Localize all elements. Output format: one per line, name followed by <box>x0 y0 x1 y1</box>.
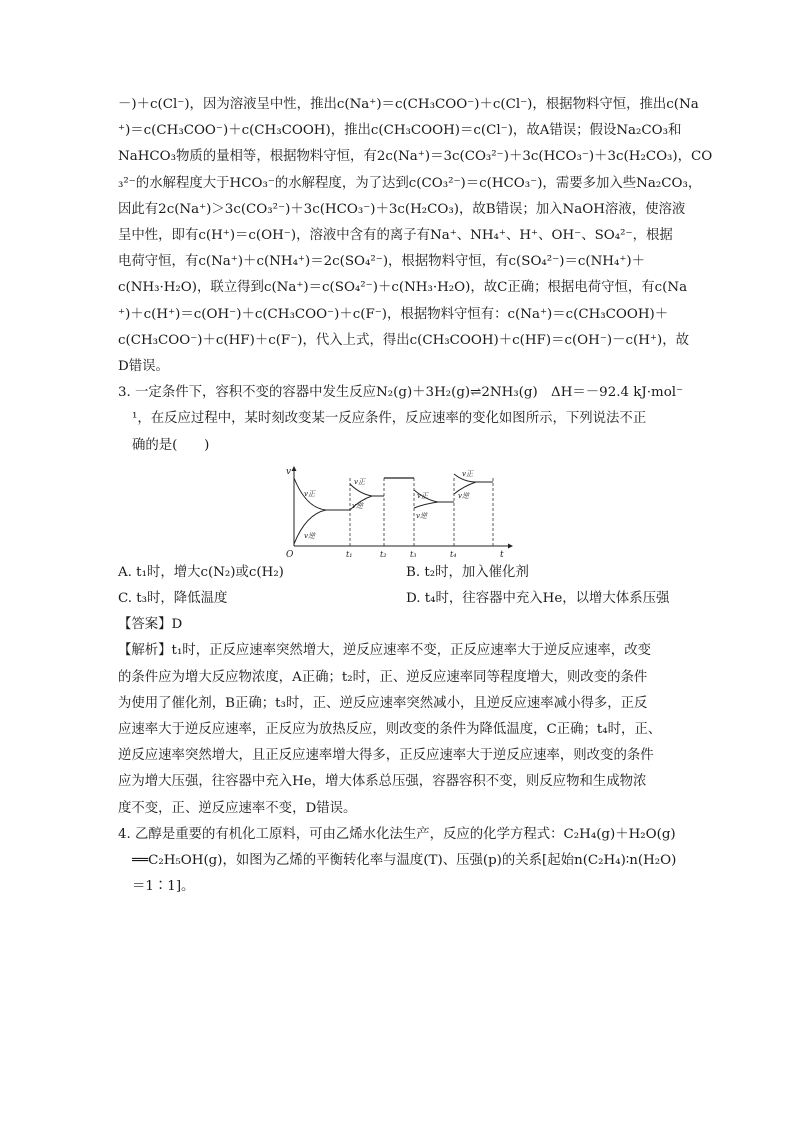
text-line: 因此有2c(Na⁺)＞3c(CO₃²⁻)＋3c(HCO₃⁻)＋3c(H₂CO₃)，故B错误；加入NaOH溶液，使溶液 <box>118 201 686 217</box>
tick-label-t2: t₂ <box>380 549 387 558</box>
question-3-stem: 3. 一定条件下，容积不变的容器中发生反应N₂(g)＋3H₂(g)⇌2NH₃(g) ΔH＝－92.4 kJ·mol⁻ <box>118 385 684 401</box>
text-line: ⁺)＝c(CH₃COO⁻)＋c(CH₃COOH)，推出c(CH₃COOH)＝c(Cl⁻)，故A错误；假设Na₂CO₃和 <box>118 123 682 139</box>
analysis-line: 应为增大压强，往容器中充入He，增大体系总压强，容器容积不变，则反应物和生成物浓 <box>118 774 647 790</box>
reverse-rate-label: v逆 <box>352 501 363 510</box>
rate-time-graph <box>118 464 678 560</box>
text-line: 电荷守恒，有c(Na⁺)＋c(NH₄⁺)＝2c(SO₄²⁻)，根据物料守恒，有c(SO₄²⁻)＝c(NH₄⁺)＋ <box>118 254 646 270</box>
reverse-rate-curve <box>414 502 438 508</box>
question-4-stem: ══C₂H₅OH(g)，如图为乙烯的平衡转化率与温度(T)、压强(p)的关系[起始n(C₂H₄)∶n(H₂O) <box>132 853 677 869</box>
tick-label-t1: t₁ <box>346 549 353 558</box>
question-3 <box>118 380 684 822</box>
analysis-line: 度不变，正、逆反应速率不变，D错误。 <box>118 800 357 816</box>
forward-rate-label: v正 <box>354 477 365 486</box>
reverse-rate-label: v逆 <box>458 491 469 500</box>
analysis-line: 逆反应速率突然增大，且正反应速率增大得多，正反应速率大于逆反应速率，则改变的条件 <box>118 748 654 764</box>
analysis-line: 为使用了催化剂，B正确；t₃时，正、逆反应速率突然减小，且逆反应速率减小得多，正反 <box>118 695 648 711</box>
question-3-stem: ¹，在反应过程中，某时刻改变某一反应条件，反应速率的变化如图所示，下列说法不正 <box>132 411 647 427</box>
text-line: c(CH₃COO⁻)＋c(HF)＋c(F⁻)，代入上式，得出c(CH₃COOH)＋c(HF)＝c(OH⁻)－c(H⁺)，故 <box>118 332 689 348</box>
rate-time-graph-svg <box>286 464 514 558</box>
text-line: D错误。 <box>118 359 169 375</box>
forward-rate-label: v正 <box>462 469 473 478</box>
question-3-stem: 确的是( ) <box>132 437 210 453</box>
options-row-2 <box>118 586 678 612</box>
options-row-1 <box>118 560 678 586</box>
option-c: C. t₃时，降低温度 <box>118 591 228 607</box>
question-4-stem: 4. 乙醇是重要的有机化工原料，可由乙烯水化法生产，反应的化学方程式：C₂H₄(g)＋H₂O(g) <box>118 826 676 842</box>
tick-label-t4: t₄ <box>450 549 457 558</box>
option-a: A. t₁时，增大c(N₂)或c(H₂) <box>118 564 284 580</box>
reverse-rate-label: v逆 <box>304 531 315 540</box>
analysis-line: 【解析】t₁时，正反应速率突然增大，逆反应速率不变，正反应速率大于逆反应速率，改变 <box>118 643 651 659</box>
option-b: B. t₂时，加入催化剂 <box>406 564 529 580</box>
text-line: 呈中性，即有c(H⁺)＝c(OH⁻)，溶液中含有的离子有Na⁺、NH₄⁺、H⁺、OH⁻、SO₄²⁻，根据 <box>118 228 673 244</box>
forward-rate-curve <box>454 474 493 482</box>
question-4-stem: ＝1∶1]。 <box>132 879 195 895</box>
forward-rate-label: v正 <box>304 489 315 498</box>
analysis-line: 应速率大于逆反应速率，正反应为放热反应，则改变的条件为降低温度，C正确；t₄时，正、 <box>118 722 662 738</box>
document-content <box>118 92 713 900</box>
x-axis-label: t <box>500 549 504 558</box>
previous-solution-paragraph <box>118 92 713 380</box>
origin-label: O <box>286 549 294 558</box>
forward-rate-curve <box>294 478 350 510</box>
reverse-rate-label: v逆 <box>416 511 427 520</box>
text-line: ⁺)＋c(H⁺)＝c(OH⁻)＋c(CH₃COO⁻)＋c(F⁻)，根据物料守恒有：c(Na⁺)＝c(CH₃COOH)＋ <box>118 306 669 322</box>
forward-rate-label: v正 <box>417 491 428 500</box>
text-line: ₃²⁻的水解程度大于HCO₃⁻的水解程度，为了达到c(CO₃²⁻)＝c(HCO₃⁻)，需要多加入些Na₂CO₃， <box>118 175 702 191</box>
x-axis-arrow <box>508 543 513 548</box>
tick-label-t3: t₃ <box>410 549 417 558</box>
question-4 <box>118 822 678 901</box>
text-line: －)＋c(Cl⁻)，因为溶液呈中性，推出c(Na⁺)＝c(CH₃COO⁻)＋c(Cl⁻)，根据物料守恒，推出c(Na <box>118 97 699 112</box>
analysis <box>118 638 678 821</box>
answer: 【答案】D <box>118 617 183 633</box>
y-axis-label: v <box>286 466 292 477</box>
text-line: c(NH₃·H₂O)，联立得到c(Na⁺)＝c(SO₄²⁻)＋c(NH₃·H₂O)，故C正确；根据电荷守恒，有c(Na <box>118 280 688 296</box>
option-d: D. t₄时，往容器中充入He，以增大体系压强 <box>406 591 670 607</box>
text-line: NaHCO₃物质的量相等，根据物料守恒，有2c(Na⁺)＝3c(CO₃²⁻)＋3c(HCO₃⁻)＋3c(H₂CO₃)，CO <box>118 149 713 165</box>
analysis-line: 的条件应为增大反应物浓度，A正确；t₂时，正、逆反应速率同等程度增大，则改变的条件 <box>118 669 648 685</box>
y-axis-arrow <box>292 466 297 471</box>
